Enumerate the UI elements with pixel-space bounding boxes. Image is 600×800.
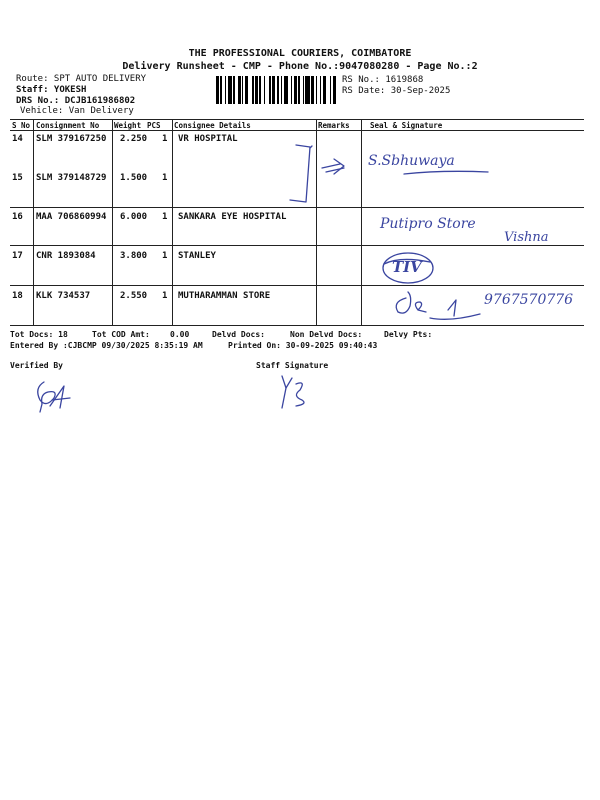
row-weight: 3.800 (120, 251, 148, 261)
row14-signature: S.Sbhuwaya (368, 153, 455, 169)
barcode-bar (336, 76, 337, 104)
runsheet-subtitle: Delivery Runsheet - CMP - Phone No.:9047080280 - Page No.:2 (122, 61, 478, 72)
staff-signature-label: Staff Signature (256, 361, 329, 370)
bracket-arrow-mark (282, 142, 352, 206)
column-divider (112, 119, 113, 325)
col-consignee: Consignee Details (174, 121, 251, 130)
row-weight: 6.000 (120, 212, 148, 222)
rs-date: RS Date: 30-Sep-2025 (342, 86, 451, 96)
column-divider (172, 119, 173, 325)
company-title: THE PROFESSIONAL COURIERS, COIMBATORE (188, 48, 412, 59)
vehicle-label: Vehicle: Van Delivery (20, 106, 134, 116)
drs-number: DRS No.: DCJB161986802 (16, 96, 136, 106)
col-weight: Weight (114, 121, 142, 130)
total-cod-value: 0.00 (170, 330, 190, 339)
row-consignment: KLK 734537 (36, 291, 91, 301)
row-pcs: 1 (162, 134, 168, 144)
col-seal-signature: Seal & Signature (370, 121, 443, 130)
row-weight: 2.550 (120, 291, 148, 301)
row-consignment: SLM 379167250 (36, 134, 107, 144)
col-consignment: Consignment No (36, 121, 100, 130)
row-sno: 15 (12, 173, 23, 183)
row16-signature: Putipro Store (380, 216, 476, 232)
total-docs: Tot Docs: 18 (10, 330, 68, 339)
row-consignee: VR HOSPITAL (178, 134, 238, 144)
row-consignee: STANLEY (178, 251, 216, 261)
row-divider (10, 207, 584, 208)
row-consignment: MAA 706860994 (36, 212, 107, 222)
col-pcs: PCS (147, 121, 161, 130)
barcode (216, 76, 338, 104)
row-pcs: 1 (162, 173, 168, 183)
row-consignment: CNR 1893084 (36, 251, 96, 261)
row18-scribble-mark (390, 290, 490, 324)
row-sno: 18 (12, 291, 23, 301)
row-consignee: MUTHARAMMAN STORE (178, 291, 271, 301)
row-pcs: 1 (162, 251, 168, 261)
row-divider (10, 285, 584, 286)
row-pcs: 1 (162, 212, 168, 222)
verifier-signature-mark (30, 378, 74, 414)
row-consignee: SANKARA EYE HOSPITAL (178, 212, 287, 222)
entered-by: Entered By :CJBCMP 09/30/2025 8:35:19 AM (10, 341, 203, 350)
row-weight: 1.500 (120, 173, 148, 183)
row-consignment: SLM 379148729 (36, 173, 107, 183)
total-cod-label: Tot COD Amt: (92, 330, 150, 339)
column-divider (361, 119, 362, 325)
staff-signature-mark (274, 372, 314, 412)
row-divider (10, 245, 584, 246)
row-sno: 14 (12, 134, 23, 144)
table-bottom-rule (10, 325, 584, 326)
row-sno: 17 (12, 251, 23, 261)
col-remarks: Remarks (318, 121, 350, 130)
table-header-rule (10, 130, 584, 131)
row14-underline-mark (402, 168, 492, 178)
delivered-docs: Delvd Docs: (212, 330, 265, 339)
rs-number: RS No.: 1619868 (342, 75, 424, 85)
row-pcs: 1 (162, 291, 168, 301)
row17-signature: TIV (392, 258, 422, 276)
verified-by-label: Verified By (10, 361, 63, 370)
row-weight: 2.250 (120, 134, 148, 144)
delivery-points: Delvy Pts: (384, 330, 433, 339)
col-sno: S No (12, 121, 31, 130)
printed-on: Printed On: 30-09-2025 09:40:43 (228, 341, 378, 350)
column-divider (33, 119, 34, 325)
route-label: Route: SPT AUTO DELIVERY (16, 74, 147, 84)
row16-name: Vishna (504, 230, 549, 245)
staff-label: Staff: YOKESH (16, 85, 87, 95)
row18-signature: 9767570776 (484, 292, 574, 308)
non-delivered-docs: Non Delvd Docs: (290, 330, 363, 339)
row-sno: 16 (12, 212, 23, 222)
table-top-rule (10, 119, 584, 120)
